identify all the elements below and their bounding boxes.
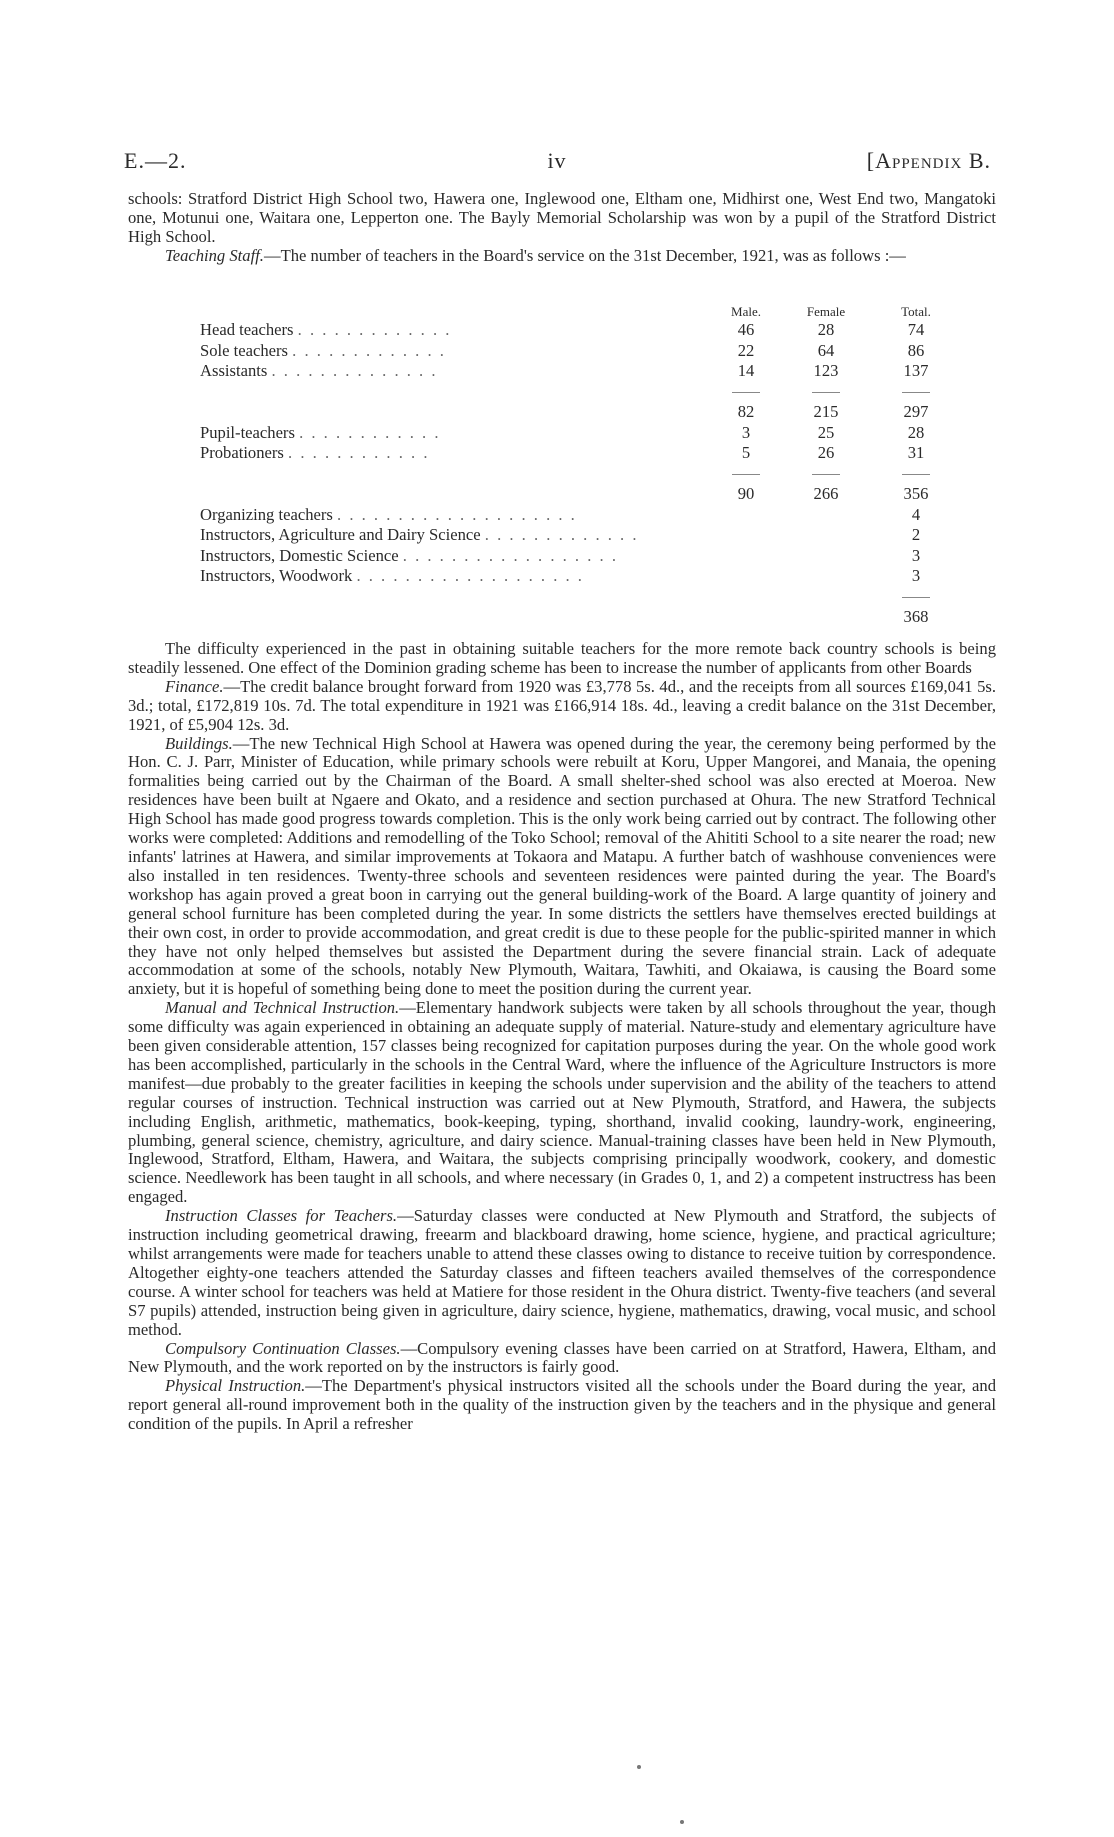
subtotal-female: 266: [813, 484, 839, 503]
teaching-staff-table: [200, 299, 961, 627]
page-reference: E.—2.: [124, 148, 187, 173]
continuation-classes-heading: Compulsory Continuation Classes.: [165, 1338, 401, 1358]
rule-row: [200, 381, 961, 402]
cell-male: 3: [741, 422, 751, 442]
physical-instruction-heading: Physical Instruction.: [165, 1376, 306, 1396]
cell-total: 2: [911, 525, 921, 544]
sum-rule: [902, 474, 930, 475]
cell-female: 26: [817, 443, 835, 462]
finance-paragraph: [128, 678, 996, 735]
continuation-classes-paragraph: [128, 1340, 996, 1378]
cell-total: 86: [907, 340, 925, 360]
table-row: Sole teachers . . . . . . . . . . . . . 22 64 86: [200, 340, 961, 361]
appendix-label: [Appendix B.: [866, 148, 991, 173]
subtotal-female: 215: [813, 402, 839, 421]
table-row: Assistants . . . . . . . . . . . . . . 14 123 137: [200, 361, 961, 382]
scan-speck: [680, 1820, 684, 1824]
cell-total: 74: [907, 320, 925, 339]
table-row: Instructors, Agriculture and Dairy Science . . . . . . . . . . . . . 2: [200, 525, 961, 546]
scan-speck: [637, 1765, 641, 1769]
column-header-male: Male.: [731, 303, 761, 319]
rule-row: [200, 463, 961, 484]
manual-instruction-paragraph: [128, 999, 996, 1207]
physical-instruction-paragraph: [128, 1377, 996, 1434]
cell-total: 3: [911, 545, 921, 565]
row-label: Assistants: [200, 361, 268, 380]
row-label: Probationers: [200, 443, 284, 462]
body-section: [128, 640, 996, 1434]
table-row: Head teachers . . . . . . . . . . . . . 46 28 74: [200, 320, 961, 341]
sum-rule: [812, 474, 840, 475]
row-label: Organizing teachers: [200, 504, 333, 524]
cell-female: 64: [817, 340, 835, 360]
subtotal-row: [200, 402, 961, 423]
row-label: Instructors, Domestic Science: [200, 545, 399, 565]
manual-instruction-text: —Elementary handwork subjects were taken by all schools throughout the year, though some difficulty was again experienced in obtaining an adequate supply of material. Nature-study and elementary agriculture have been given considerable attention, 157 classes being recognized for capitation purposes during the year. On the whole good work has been accomplished, particularly in the schools in the Central Ward, where the influence of the Agriculture Instructors is more manifest—due probably to the greater facilities in keeping the schools under supervision and the ability of the teachers to attend regular courses of instruction. Technical instruction was carried out at New Plymouth, Stratford, and Hawera, the subjects including English, arithmetic, mathematics, book-keeping, typing, shorthand, invalid cooking, laundry-work, engineering, plumbing, general science, chemistry, agriculture, and dairy science. Manual-training classes have been held in New Plymouth, Inglewood, Stratford, Eltham, Hawera, and Waitara, the subjects comprising principally woodwork, cookery, and domestic science. Needlework has been taught in all schools, and where necessary (in Grades 0, 1, and 2) a competent instructress has been engaged.: [128, 998, 996, 1207]
sum-rule: [812, 392, 840, 393]
difficulty-paragraph: The difficulty experienced in the past in obtaining suitable teachers for the more remote back country schools is being steadily lessened. One effect of the Dominion grading scheme has been to increase the number of applicants from other Boards: [128, 639, 996, 677]
grand-total-row: [200, 607, 961, 628]
table-row: Instructors, Woodwork . . . . . . . . . . . . . . . . . . . 3: [200, 566, 961, 587]
finance-heading: Finance.: [165, 676, 224, 696]
row-label: Head teachers: [200, 320, 294, 339]
rule-row: [200, 586, 961, 607]
column-header-total: Total.: [901, 303, 931, 319]
subtotal-male: 82: [737, 402, 755, 421]
cell-total: 137: [903, 361, 929, 380]
buildings-paragraph: [128, 735, 996, 1000]
cell-total: 31: [907, 443, 925, 462]
table-row: Probationers . . . . . . . . . . . . 5 26 31: [200, 443, 961, 464]
table-row: Instructors, Domestic Science . . . . . . . . . . . . . . . . . . 3: [200, 545, 961, 566]
teaching-staff-paragraph: [128, 247, 996, 266]
cell-total: 3: [911, 566, 921, 585]
teacher-classes-text: —Saturday classes were conducted at New Plymouth and Stratford, the subjects of instruction including geometrical drawing, freearm and blackboard drawing, home science, hygiene, and practical agriculture; whilst arrangements were made for teachers unable to attend these classes owing to distance to receive tuition by correspondence. Altogether eighty-one teachers attended the Saturday classes and fifteen teachers availed themselves of the correspondence course. A winter school for teachers was held at Matiere for those resident in the Ohura district. Twenty-five teachers (and several S7 pupils) attended, instruction being given in agriculture, dairy science, hygiene, mathematics, drawing, vocal music, and school method.: [128, 1206, 996, 1339]
manual-instruction-heading: Manual and Technical Instruction.: [165, 998, 400, 1018]
row-label: Instructors, Woodwork: [200, 566, 353, 585]
continuation-classes-text: —Compulsory evening classes have been carried on at Stratford, Hawera, Eltham, and New Plymouth, and the work reported on by the instructors is fairly good.: [128, 1338, 996, 1377]
physical-instruction-text: —The Department's physical instructors visited all the schools under the Board during the year, and report general all-round improvement both in the quality of the instruction given by the teachers and in the physique and general condition of the pupils. In April a refresher: [128, 1376, 996, 1434]
teacher-classes-heading: Instruction Classes for Teachers.: [165, 1206, 398, 1226]
cell-female: 25: [817, 422, 835, 442]
cell-total: 4: [911, 504, 921, 524]
page-number: iv: [547, 148, 567, 173]
sum-rule: [732, 392, 760, 393]
sum-rule: [902, 392, 930, 393]
row-label: Sole teachers: [200, 340, 289, 360]
teacher-classes-paragraph: [128, 1207, 996, 1339]
subtotal-total: 297: [903, 402, 929, 421]
sum-rule: [732, 474, 760, 475]
cell-male: 14: [737, 361, 755, 380]
buildings-text: —The new Technical High School at Hawera was opened during the year, the ceremony being performed by the Hon. C. J. Parr, Minister of Education, while primary schools were rebuilt at Koru, Upper Mangorei, and Manaia, the opening formalities being carried out by the Chairman of the Board. A small shelter-shed school was also erected at Moeroa. New residences have been built at Ngaere and Okato, and a residence and section purchased at Ohura. The new Stratford Technical High School has made good progress towards completion. This is the only work being carried out by contract. The following other works were completed: Additions and remodelling of the Toko School; removal of the Ahititi School to a site nearer the road; new infants' latrines at Hawera, and similar improvements at Tokaora and Matapu. A further batch of washhouse conveniences were also installed in ten residences. Twenty-three schools and seventeen residences were painted during the year. The Board's workshop has again proved a great boon in carrying out the general building-work of the Board. A large quantity of joinery and general school furniture has been completed during the year. In some districts the settlers have themselves erected buildings at their own cost, in order to provide accommodation, and great credit is due to these people for the public-spirited manner in which they have not only helped themselves but assisted the Department during the severe financial strain. Lack of adequate accommodation at some of the schools, notably New Plymouth, Waitara, Tawhiti, and Okaiawa, is causing the Board some anxiety, but it is hopeful of something being done to meet the position during the current year.: [128, 733, 996, 999]
row-label: Pupil-teachers: [200, 422, 295, 442]
buildings-heading: Buildings.: [165, 733, 233, 753]
subtotal-male: 90: [737, 484, 755, 503]
finance-text: —The credit balance brought forward from 1920 was £3,778 5s. 4d., and the receipts from all sources £169,041 5s. 3d.; total, £172,819 10s. 7d. The total expenditure in 1921 was £166,914 18s. 4d., leaving a credit balance on the 31st December, 1921, of £5,904 12s. 3d.: [128, 676, 996, 734]
subtotal-row: [200, 484, 961, 505]
sum-rule: [902, 597, 930, 598]
cell-female: 28: [817, 320, 835, 339]
teaching-staff-heading: Teaching Staff.: [165, 245, 264, 265]
intro-section: [128, 190, 996, 266]
row-label: Instructors, Agriculture and Dairy Science: [200, 525, 481, 544]
cell-male: 22: [737, 340, 755, 360]
cell-male: 46: [737, 320, 755, 339]
cell-total: 28: [907, 422, 925, 442]
teaching-staff-text: —The number of teachers in the Board's service on the 31st December, 1921, was as follows :—: [263, 245, 906, 265]
grand-total: 368: [903, 607, 929, 626]
cell-male: 5: [741, 443, 751, 462]
table-row: Organizing teachers . . . . . . . . . . . . . . . . . . . . 4: [200, 504, 961, 525]
table-header-row: [200, 299, 961, 320]
column-header-female: Female: [806, 303, 846, 319]
schools-paragraph: schools: Stratford District High School two, Hawera one, Inglewood one, Eltham one, Midhirst one, West End two, Mangatoki one, Motunui one, Waitara one, Lepperton one. The Bayly Memorial Scholarship was won by a pupil of the Stratford District High School.: [128, 189, 996, 246]
cell-female: 123: [813, 361, 839, 380]
table-row: Pupil-teachers . . . . . . . . . . . . 3 25 28: [200, 422, 961, 443]
subtotal-total: 356: [903, 484, 929, 503]
